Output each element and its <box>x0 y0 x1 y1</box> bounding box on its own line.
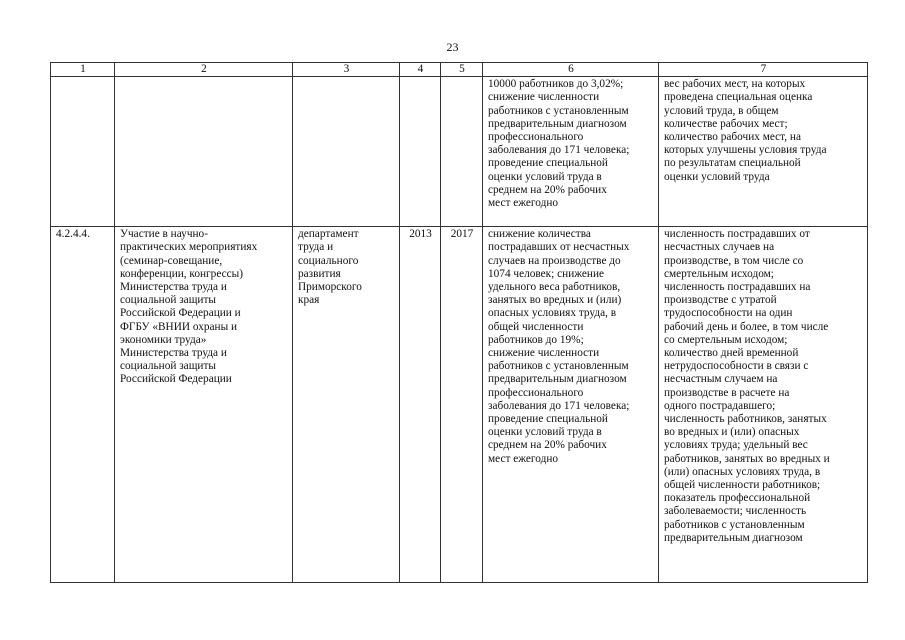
column-header: 5 <box>441 63 483 77</box>
column-header: 3 <box>293 63 400 77</box>
cell-text-line: работников, занятых во вредных и <box>664 452 830 465</box>
column-header: 6 <box>483 63 659 77</box>
item-number-cell: 4.2.4.4. <box>51 227 115 583</box>
cell-text-line: ФГБУ «ВНИИ охраны и <box>120 320 238 333</box>
cell-text-line: предварительным диагнозом <box>488 373 627 386</box>
cell-text-line: занятых во вредных и (или) <box>488 294 622 307</box>
cell-text-line: количестве рабочих мест; <box>664 117 788 130</box>
end-year-cell <box>441 77 483 227</box>
cell-text-line: развития <box>298 267 341 280</box>
executor-cell <box>293 227 400 583</box>
cell-text-line: одного пострадавшего; <box>664 399 776 412</box>
cell-text-line: условий труда, в общем <box>664 104 779 117</box>
cell-text-line: работников с установленным <box>488 360 629 373</box>
cell-text-line: департамент <box>298 228 359 241</box>
cell-text-line: количество дней временной <box>664 347 799 360</box>
cell-text-line: проведение специальной <box>488 157 608 170</box>
indicators-cell <box>659 77 868 227</box>
cell-text-line: опасных условиях труда, в <box>488 307 617 320</box>
cell-text-line: численность пострадавших от <box>664 228 810 241</box>
cell-text-line: пострадавших от несчастных <box>488 241 630 254</box>
cell-text-line: края <box>298 294 320 307</box>
cell-text-line: производстве в расчете на <box>664 386 790 399</box>
page-number: 23 <box>446 40 459 54</box>
cell-text-line: Участие в научно- <box>120 228 208 241</box>
cell-text-line: мест ежегодно <box>488 197 559 210</box>
table-row <box>51 227 868 583</box>
cell-text-line: (семинар-совещание, <box>120 254 223 267</box>
cell-text-line: по результатам специальной <box>664 157 801 170</box>
cell-text-line: снижение численности <box>488 347 600 360</box>
cell-text-line: количество рабочих мест, на <box>664 131 801 144</box>
cell-text-line: практических мероприятиях <box>120 241 258 254</box>
cell-text-line: работников с установленным <box>664 518 805 531</box>
column-header: 7 <box>659 63 868 77</box>
cell-text-line: смертельным исходом; <box>664 267 774 280</box>
cell-text-line: профессионального <box>488 131 584 144</box>
cell-text-line: трудоспособности на один <box>664 307 793 320</box>
cell-text-line: снижение численности <box>488 91 600 104</box>
cell-text-line: показатель профессиональной <box>664 492 811 505</box>
cell-text-line: общей численности <box>488 320 584 333</box>
cell-text-line: оценки условий труда в <box>488 170 602 183</box>
cell-text-line: Приморского <box>298 281 362 294</box>
cell-text-line: заболеваемости; численность <box>664 505 807 518</box>
cell-text-line: Министерства труда и <box>120 281 227 294</box>
activity-cell <box>115 227 293 583</box>
cell-text-line: вес рабочих мест, на которых <box>664 78 806 91</box>
column-header: 1 <box>51 63 115 77</box>
cell-text-line: среднем на 20% рабочих <box>488 183 607 196</box>
cell-text-line: мест ежегодно <box>488 452 559 465</box>
cell-text-line: оценки условий труда <box>664 170 770 183</box>
cell-text-line: 10000 работников до 3,02%; <box>488 78 624 91</box>
cell-text-line: численность пострадавших на <box>664 281 811 294</box>
end-year-cell: 2017 <box>441 227 483 583</box>
cell-text-line: труда и <box>298 241 334 254</box>
cell-text-line: несчастных случаев на <box>664 241 775 254</box>
activity-cell <box>115 77 293 227</box>
table-body <box>51 63 868 583</box>
cell-text-line: рабочий день и более, в том числе <box>664 320 829 333</box>
cell-text-line: заболевания до 171 человека; <box>488 399 630 412</box>
cell-text-line: работников до 19%; <box>488 333 584 346</box>
column-header: 2 <box>115 63 293 77</box>
cell-text-line: 1074 человек; снижение <box>488 267 605 280</box>
cell-text-line: численность работников, занятых <box>664 413 827 426</box>
cell-text-line: которых улучшены условия труда <box>664 144 827 157</box>
cell-text-line: со смертельным исходом; <box>664 333 788 346</box>
cell-text-line: удельного веса работников, <box>488 281 621 294</box>
cell-text-line: работников с установленным <box>488 104 629 117</box>
start-year-cell: 2013 <box>400 227 441 583</box>
cell-text-line: нетрудоспособности в связи с <box>664 360 809 373</box>
expected-results-cell <box>483 77 659 227</box>
item-number-cell <box>51 77 115 227</box>
start-year-cell <box>400 77 441 227</box>
cell-text-line: производстве с утратой <box>664 294 777 307</box>
column-header: 4 <box>400 63 441 77</box>
cell-text-line: социального <box>298 254 359 267</box>
cell-text-line: оценки условий труда в <box>488 426 602 439</box>
cell-text-line: социальной защиты <box>120 294 216 307</box>
cell-text-line: снижение количества <box>488 228 591 241</box>
cell-text-line: случаев на производстве до <box>488 254 621 267</box>
cell-text-line: проведение специальной <box>488 413 608 426</box>
cell-text-line: среднем на 20% рабочих <box>488 439 607 452</box>
cell-text-line: общей численности работников; <box>664 479 821 492</box>
cell-text-line: заболевания до 171 человека; <box>488 144 630 157</box>
cell-text-line: профессионального <box>488 386 584 399</box>
cell-text-line: несчастным случаем на <box>664 373 778 386</box>
cell-text-line: (или) опасных условиях труда, в <box>664 465 821 478</box>
cell-text-line: социальной защиты <box>120 360 216 373</box>
cell-text-line: Министерства труда и <box>120 347 227 360</box>
cell-text-line: во вредных и (или) опасных <box>664 426 800 439</box>
header-row <box>51 63 868 77</box>
table-row <box>51 77 868 227</box>
document-table <box>50 62 868 583</box>
cell-text-line: предварительным диагнозом <box>664 531 803 544</box>
cell-text-line: предварительным диагнозом <box>488 117 627 130</box>
cell-text-line: проведена специальная оценка <box>664 91 813 104</box>
cell-text-line: производстве, в том числе со <box>664 254 804 267</box>
cell-text-line: конференции, конгрессы) <box>120 267 244 280</box>
cell-text-line: экономики труда» <box>120 333 207 346</box>
cell-text-line: Российской Федерации и <box>120 307 241 320</box>
executor-cell <box>293 77 400 227</box>
cell-text-line: Российской Федерации <box>120 373 232 386</box>
expected-results-cell <box>483 227 659 583</box>
cell-text-line: условиях труда; удельный вес <box>664 439 808 452</box>
indicators-cell <box>659 227 868 583</box>
